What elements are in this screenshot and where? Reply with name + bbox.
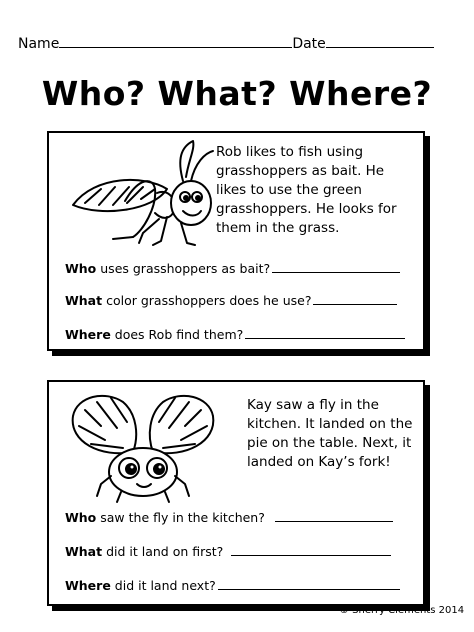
question-text: color grasshoppers does he use?	[102, 293, 312, 308]
question-text: uses grasshoppers as bait?	[96, 261, 271, 276]
answer-blank[interactable]	[218, 579, 400, 590]
answer-blank[interactable]	[245, 328, 405, 339]
answer-blank[interactable]	[272, 262, 400, 273]
grasshopper-illustration	[55, 137, 215, 255]
page-title: Who? What? Where?	[41, 74, 433, 113]
date-label: Date	[292, 36, 326, 52]
name-blank[interactable]	[59, 35, 292, 48]
question-keyword: What	[65, 293, 103, 308]
name-label: Name	[18, 36, 60, 52]
answer-blank[interactable]	[231, 545, 391, 556]
grasshopper-section	[47, 131, 425, 351]
question-keyword: Where	[65, 327, 111, 342]
question-text: did it land on first?	[102, 544, 224, 559]
question-keyword: Who	[65, 510, 97, 525]
question-what	[65, 544, 391, 559]
question-text: did it land next?	[110, 578, 216, 593]
story-text: Rob likes to fish using grasshoppers as bait. He likes to use the green grasshoppers. He looks for them in the grass.	[216, 144, 397, 236]
question-keyword: What	[65, 544, 103, 559]
date-blank[interactable]	[326, 35, 434, 48]
question-keyword: Who	[65, 261, 97, 276]
fly-section	[47, 380, 425, 606]
header-line	[18, 35, 434, 52]
question-where	[65, 327, 405, 342]
question-who	[65, 261, 400, 276]
question-where	[65, 578, 400, 593]
story-text: Kay saw a fly in the kitchen. It landed on the pie on the table. Next, it landed on Kay’s fork!	[247, 397, 413, 470]
fly-illustration	[61, 388, 225, 504]
question-who	[65, 510, 393, 525]
question-what	[65, 293, 397, 308]
answer-blank[interactable]	[275, 511, 393, 522]
question-text: saw the fly in the kitchen?	[96, 510, 265, 525]
answer-blank[interactable]	[313, 294, 397, 305]
copyright-text: © Sherry Clements 2014	[339, 605, 465, 616]
question-text: does Rob find them?	[110, 327, 244, 342]
question-keyword: Where	[65, 578, 111, 593]
